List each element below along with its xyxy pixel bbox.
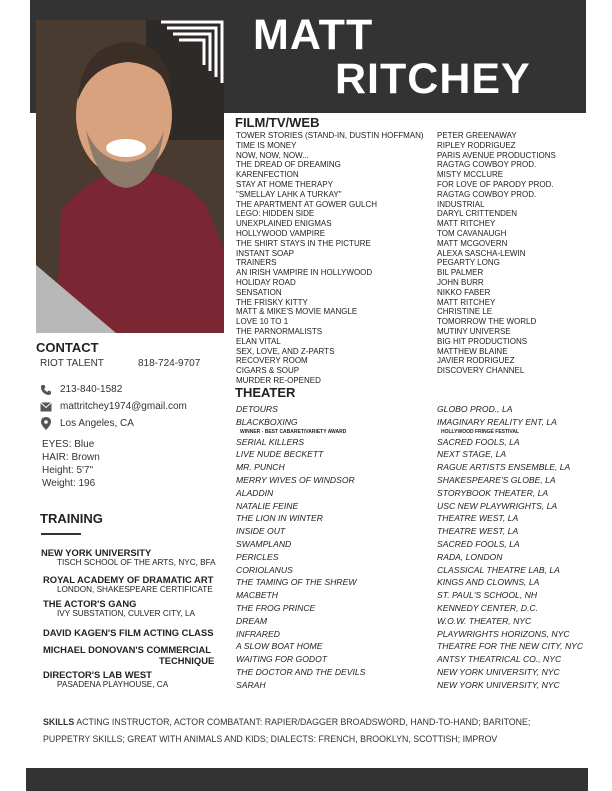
theater-venue: STORYBOOK THEATER, LA [437, 487, 549, 498]
theater-play: THE FROG PRINCE [236, 602, 316, 613]
theater-play: THE TAMING OF THE SHREW [236, 577, 357, 588]
film-company: MATT RITCHEY [437, 297, 496, 307]
film-company: JAVIER RODRIGUEZ [437, 356, 515, 366]
theater-venue: SACRED FOOLS, LA [437, 436, 520, 447]
film-company: INDUSTRIAL [437, 199, 485, 209]
theater-play: WAITING FOR GODOT [236, 654, 328, 665]
theater-venue: THEATRE FOR THE NEW CITY, NYC [437, 641, 584, 652]
film-company: PETER GREENAWAY [437, 131, 517, 140]
training-heading: TRAINING [40, 511, 103, 526]
stat-height: Height: 5'7" [42, 465, 94, 476]
theater-venue: NEXT STAGE, LA [437, 449, 507, 460]
film-title: THE APARTMENT AT GOWER GULCH [236, 199, 378, 209]
film-company: BIL PALMER [437, 268, 484, 278]
theater-play: INFRARED [236, 628, 280, 639]
film-company: MATTHEW BLAINE [437, 346, 508, 356]
film-company: DARYL CRITTENDEN [437, 209, 518, 219]
film-company: MISTY MCCLURE [437, 170, 504, 180]
film-title: THE SHIRT STAYS IN THE PICTURE [236, 238, 371, 248]
training-item: THE ACTOR'S GANG IVY SUBSTATION, CULVER CITY, LA [43, 598, 196, 618]
film-company: TOM CAVANAUGH [437, 228, 507, 238]
film-company: MATT MCGOVERN [437, 238, 508, 248]
film-title: KARENFECTION [236, 170, 299, 180]
film-company: RAGTAG COWBOY PROD. [437, 160, 537, 170]
training-item: DAVID KAGEN'S FILM ACTING CLASS [43, 627, 214, 638]
theater-play: INSIDE OUT [236, 526, 286, 537]
film-title: ELAN VITAL [236, 336, 281, 346]
theater-play: MERRY WIVES OF WINDSOR [236, 474, 355, 485]
film-title: AN IRISH VAMPIRE IN HOLLYWOOD [236, 268, 373, 278]
theater-play: NATALIE FEINE [236, 500, 299, 511]
skills-label: SKILLS [43, 717, 75, 727]
theater-venue: NEW YORK UNIVERSITY, NYC [437, 679, 560, 690]
theater-plays-list [236, 403, 365, 692]
theater-venue: ANTSY THEATRICAL CO., NYC [437, 654, 562, 665]
theater-play: SERIAL KILLERS [236, 436, 305, 447]
film-company: CHRISTINE LE [437, 307, 493, 317]
training-item: NEW YORK UNIVERSITY TISCH SCHOOL OF THE ARTS, NYC, BFA [41, 547, 216, 567]
theater-heading: THEATER [235, 385, 296, 400]
agency-phone: 818-724-9707 [138, 358, 201, 369]
film-company: FOR LOVE OF PARODY PROD. [437, 179, 554, 189]
theater-venue: KENNEDY CENTER, D.C. [437, 602, 539, 613]
theater-play: A SLOW BOAT HOME [236, 641, 323, 652]
theater-venue: ST. PAUL'S SCHOOL, NH [437, 590, 538, 601]
theater-venue: SACRED FOOLS, LA [437, 538, 520, 549]
film-companies-list [437, 131, 556, 376]
film-title: THE DREAD OF DREAMING [236, 160, 341, 170]
contact-heading: CONTACT [36, 340, 99, 355]
film-title: HOLIDAY ROAD [236, 277, 296, 287]
theater-venue: W.O.W. THEATER, NYC [437, 615, 532, 626]
film-title: THE PARNORMALISTS [236, 326, 323, 336]
film-title: CIGARS & SOUP [236, 366, 300, 376]
theater-play: THE DOCTOR AND THE DEVILS [236, 666, 366, 677]
training-divider [41, 533, 81, 535]
theater-play: LIVE NUDE BECKETT [236, 449, 324, 460]
theater-play: CORIOLANUS [236, 564, 293, 575]
film-title: LOVE 10 TO 1 [236, 317, 289, 327]
theater-play: MACBETH [236, 590, 279, 601]
theater-venue: CLASSICAL THEATRE LAB, LA [437, 564, 560, 575]
theater-venue: THEATRE WEST, LA [437, 513, 519, 524]
theater-play: ALADDIN [236, 487, 274, 498]
film-title: MATT & MIKE'S MOVIE MANGLE [236, 307, 358, 317]
location-pin-icon [41, 417, 51, 430]
festival-note: HOLLYWOOD FRINGE FESTIVAL [441, 428, 520, 435]
stat-weight: Weight: 196 [42, 478, 96, 489]
film-company: DISCOVERY CHANNEL [437, 366, 525, 376]
film-company: MATT RITCHEY [437, 219, 496, 229]
film-title: TRAINERS [236, 258, 277, 268]
theater-venues-list [437, 403, 583, 692]
film-company: MUTINY UNIVERSE [437, 326, 511, 336]
film-company: JOHN BURR [437, 277, 484, 287]
film-title: NOW, NOW, NOW... [236, 150, 309, 160]
theater-venue: NEW YORK UNIVERSITY, NYC [437, 666, 560, 677]
film-title: UNEXPLAINED ENIGMAS [236, 219, 332, 229]
theater-venue: PLAYWRIGHTS HORIZONS, NYC [437, 628, 570, 639]
training-item: MICHAEL DONOVAN'S COMMERCIAL TECHNIQUE [43, 644, 215, 666]
theater-venue: RADA, LONDON [437, 551, 503, 562]
film-title: SENSATION [236, 287, 282, 297]
film-company: TOMORROW THE WORLD [437, 317, 537, 327]
theater-play: SWAMPLAND [236, 538, 292, 549]
film-title: THE FRISKY KITTY [236, 297, 308, 307]
phone-number[interactable]: 213-840-1582 [60, 384, 123, 395]
film-title: RECOVERY ROOM [236, 356, 308, 366]
skills-text: ACTING INSTRUCTOR, ACTOR COMBATANT: RAPIER/DAGGER BROADSWORD, HAND-TO-HAND; BARITONE; PUPPETRY SKILLS; GREAT WITH ANIMALS AND KIDS; DIALECTS: FRENCH, BROOKLYN, SCOTTISH; IMPROV [43, 717, 531, 744]
theater-play: MR. PUNCH [236, 462, 285, 473]
theater-venue: SHAKESPEARE'S GLOBE, LA [437, 474, 556, 485]
film-title: STAY AT HOME THERAPY [236, 179, 333, 189]
film-titles-list [236, 131, 424, 386]
film-company: RIPLEY RODRIGUEZ [437, 140, 516, 150]
film-company: BIG HIT PRODUCTIONS [437, 336, 528, 346]
email-address[interactable]: mattritchey1974@gmail.com [60, 401, 187, 412]
film-title: "SMELLAY LAHK A TURKAY" [236, 189, 342, 199]
email-icon [40, 402, 52, 412]
theater-venue: RAGUE ARTISTS ENSEMBLE, LA [437, 462, 571, 473]
film-company: RAGTAG COWBOY PROD. [437, 189, 537, 199]
theater-play: DREAM [236, 615, 268, 626]
film-title: INSTANT SOAP [236, 248, 294, 258]
theater-play: DETOURS [236, 404, 278, 414]
award-note: WINNER - BEST CABARET/VARIETY AWARD [240, 428, 347, 435]
theater-play: SARAH [236, 679, 266, 690]
film-company: ALEXA SASCHA-LEWIN [437, 248, 526, 258]
stat-hair: HAIR: Brown [42, 452, 100, 463]
location: Los Angeles, CA [60, 418, 134, 429]
theater-venue: THEATRE WEST, LA [437, 526, 519, 537]
training-item: ROYAL ACADEMY OF DRAMATIC ART LONDON, SHAKESPEARE CERTIFICATE [43, 574, 214, 594]
first-name: MATT [253, 11, 374, 59]
film-title: TOWER STORIES (STAND-IN, DUSTIN HOFFMAN) [236, 131, 424, 140]
theater-venue: IMAGINARY REALITY ENT, LA [437, 416, 557, 427]
last-name: RITCHEY [335, 55, 531, 103]
phone-icon [40, 384, 52, 396]
theater-play: PERICLES [236, 551, 279, 562]
film-company: PARIS AVENUE PRODUCTIONS [437, 150, 556, 160]
stat-eyes: EYES: Blue [42, 439, 95, 450]
theater-venue: GLOBO PROD., LA [437, 404, 513, 414]
film-company: NIKKO FABER [437, 287, 491, 297]
film-title: TIME IS MONEY [236, 140, 297, 150]
theater-venue: KINGS AND CLOWNS, LA [437, 577, 540, 588]
film-title: SEX, LOVE, AND Z-PARTS [236, 346, 335, 356]
skills-section [43, 714, 563, 748]
film-title: MURDER RE-OPENED [236, 375, 321, 385]
footer-band [26, 768, 588, 791]
film-title: HOLLYWOOD VAMPIRE [236, 228, 326, 238]
film-company: PEGARTY LONG [437, 258, 500, 268]
headshot-photo [36, 20, 224, 333]
theater-play: BLACKBOXING [236, 416, 298, 427]
film-title: LEGO: HIDDEN SIDE [236, 209, 315, 219]
theater-play: THE LION IN WINTER [236, 513, 323, 524]
training-item: DIRECTOR'S LAB WEST PASADENA PLAYHOUSE, CA [43, 669, 169, 689]
film-heading: FILM/TV/WEB [235, 115, 320, 130]
theater-venue: USC NEW PLAYWRIGHTS, LA [437, 500, 558, 511]
agency-name: RIOT TALENT [40, 358, 104, 369]
